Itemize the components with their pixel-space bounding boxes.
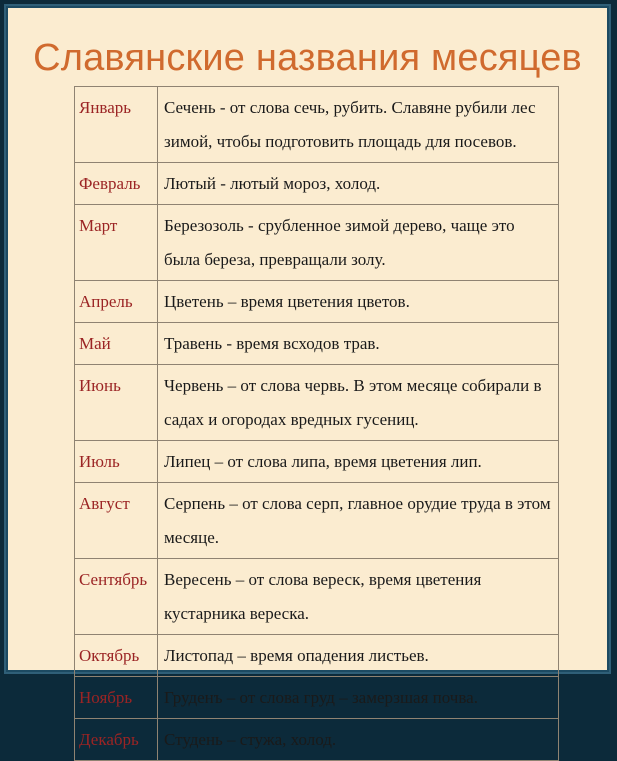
month-name: Июнь: [75, 365, 158, 441]
month-name: Ноябрь: [75, 677, 158, 719]
table-row: [75, 559, 559, 635]
month-description: Лютый - лютый мороз, холод.: [158, 163, 559, 205]
month-name: Сентябрь: [75, 559, 158, 635]
month-name: Май: [75, 323, 158, 365]
table-row: [75, 87, 559, 163]
month-name: Февраль: [75, 163, 158, 205]
table-row: [75, 163, 559, 205]
month-description: Груденъ – от слова груд – замерзшая почва.: [158, 677, 559, 719]
table-row: [75, 281, 559, 323]
month-description: Вересень – от слова вереск, время цветения кустарника вереска.: [158, 559, 559, 635]
month-description: Серпень – от слова серп, главное орудие труда в этом месяце.: [158, 483, 559, 559]
month-description: Студень – стужа, холод.: [158, 719, 559, 761]
month-name: Апрель: [75, 281, 158, 323]
table-row: [75, 483, 559, 559]
slide-frame: [4, 4, 611, 749]
table-row: [75, 441, 559, 483]
month-description: Березозоль - срубленное зимой дерево, чаще это была береза, превращали золу.: [158, 205, 559, 281]
months-table: [74, 86, 559, 761]
table-row: [75, 635, 559, 677]
table-row: [75, 323, 559, 365]
month-name: Март: [75, 205, 158, 281]
page-title: Славянские названия месяцев: [33, 37, 582, 79]
table-row: [75, 719, 559, 761]
month-name: Август: [75, 483, 158, 559]
month-name: Январь: [75, 87, 158, 163]
month-description: Сечень - от слова сечь, рубить. Славяне рубили лес зимой, чтобы подготовить площадь для посевов.: [158, 87, 559, 163]
table-row: [75, 205, 559, 281]
month-name: Июль: [75, 441, 158, 483]
table-row: [75, 365, 559, 441]
month-description: Червень – от слова червь. В этом месяце собирали в садах и огородах вредных гусениц.: [158, 365, 559, 441]
month-description: Травень - время всходов трав.: [158, 323, 559, 365]
month-description: Цветень – время цветения цветов.: [158, 281, 559, 323]
month-description: Липец – от слова липа, время цветения лип.: [158, 441, 559, 483]
month-name: Октябрь: [75, 635, 158, 677]
month-name: Декабрь: [75, 719, 158, 761]
month-description: Листопад – время опадения листьев.: [158, 635, 559, 677]
table-row: [75, 677, 559, 719]
